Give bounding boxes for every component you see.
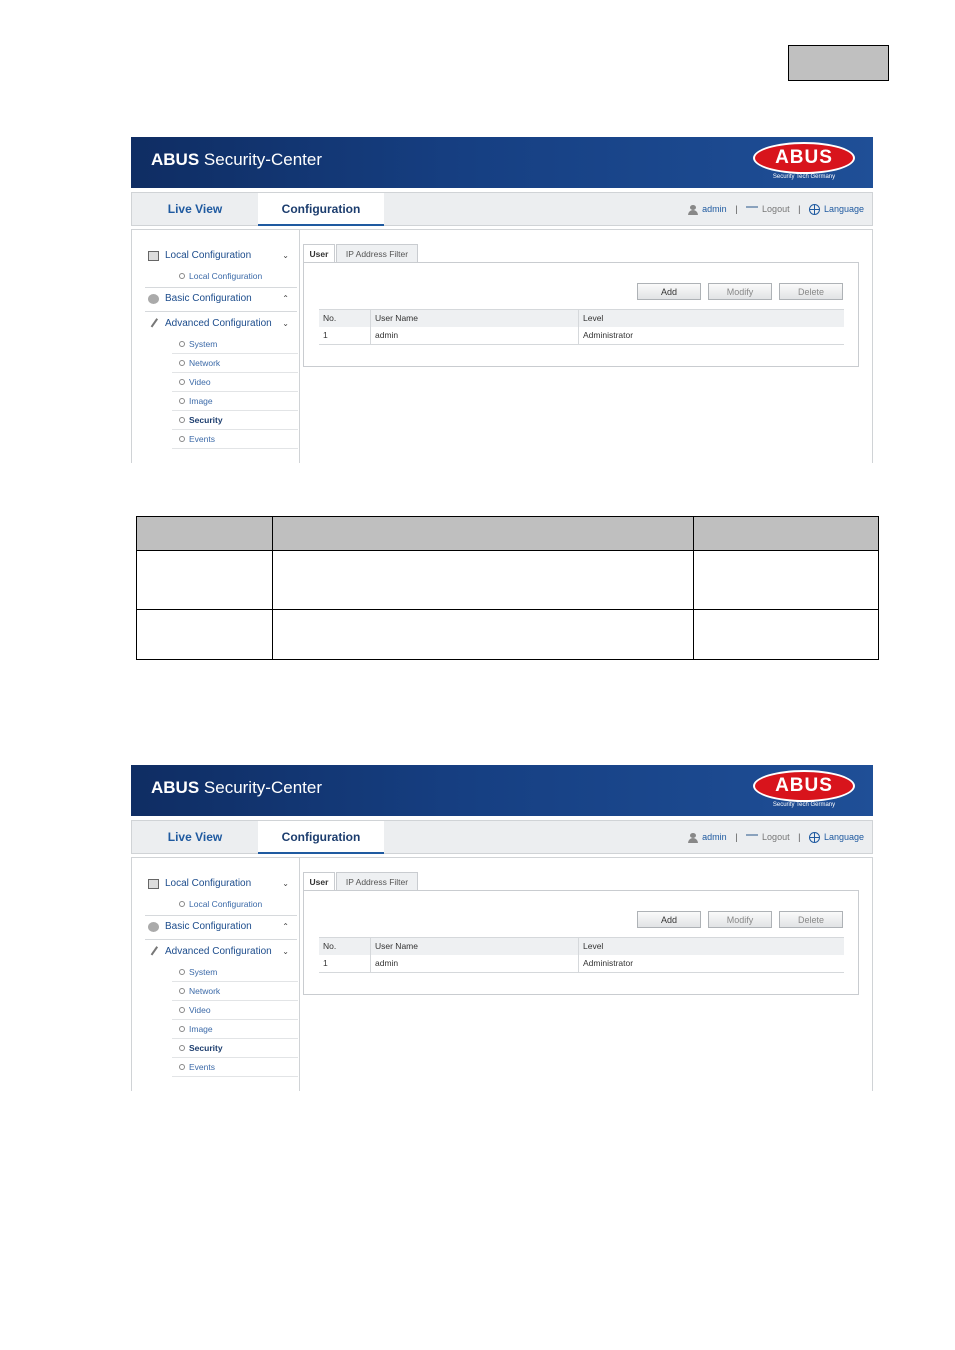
user-icon — [688, 205, 698, 215]
sidebar-subitem-system[interactable]: System — [172, 335, 298, 354]
language-link[interactable]: Language — [823, 204, 864, 214]
tab-ip-address-filter[interactable]: IP Address Filter — [336, 872, 418, 891]
tab-configuration[interactable]: Configuration — [258, 821, 384, 854]
content-area — [131, 857, 873, 1091]
delete-button[interactable]: Delete — [779, 911, 843, 928]
tab-live-view[interactable]: Live View — [167, 202, 223, 216]
add-button[interactable]: Add — [637, 283, 701, 300]
app-title: ABUS Security-Center — [151, 778, 322, 797]
app-title: ABUS Security-Center — [151, 150, 322, 169]
cell-level: Administrator — [578, 327, 844, 344]
globe-icon — [809, 204, 820, 215]
table-row[interactable] — [319, 955, 844, 973]
gear-icon — [148, 294, 159, 304]
column-header-level: Level — [578, 938, 844, 955]
column-header-no: No. — [323, 313, 337, 323]
chevron-down-icon: ⌄ — [282, 947, 289, 956]
add-button[interactable]: Add — [637, 911, 701, 928]
abus-logo: ABUS Security Tech Germany — [753, 770, 855, 810]
logout-icon — [746, 206, 758, 214]
user-panel — [303, 872, 859, 994]
sidebar-subitem-security[interactable]: Security — [172, 411, 298, 430]
chevron-up-icon: ⌃ — [282, 922, 289, 931]
sidebar-subitem-events[interactable]: Events — [172, 1058, 298, 1077]
cell-no: 1 — [323, 330, 328, 340]
wrench-icon — [151, 318, 162, 330]
sidebar-item-local-configuration[interactable]: Local Configuration ⌄ — [145, 873, 297, 895]
user-name-link[interactable]: admin — [702, 204, 727, 214]
sidebar-subitem-image[interactable]: Image — [172, 1020, 298, 1039]
cell-level: Administrator — [578, 955, 844, 972]
sidebar — [145, 858, 300, 1091]
modify-button[interactable]: Modify — [708, 283, 772, 300]
content-area — [131, 229, 873, 463]
column-header-no: No. — [323, 941, 337, 951]
sidebar-subitem-video[interactable]: Video — [172, 373, 298, 392]
table-header-row — [319, 937, 844, 955]
cell-no: 1 — [323, 958, 328, 968]
user-bar: admin | Logout | Language — [688, 821, 864, 853]
column-header-level: Level — [578, 310, 844, 327]
column-header-user-name: User Name — [370, 310, 578, 327]
tab-ip-address-filter[interactable]: IP Address Filter — [336, 244, 418, 263]
table-row[interactable] — [319, 327, 844, 345]
sidebar-item-local-configuration[interactable]: Local Configuration ⌄ — [145, 245, 297, 267]
tab-user[interactable]: User — [303, 244, 335, 264]
gear-icon — [148, 922, 159, 932]
sidebar-subitem-video[interactable]: Video — [172, 1001, 298, 1020]
language-link[interactable]: Language — [823, 832, 864, 842]
user-name-link[interactable]: admin — [702, 832, 727, 842]
modify-button[interactable]: Modify — [708, 911, 772, 928]
chevron-down-icon: ⌄ — [282, 251, 289, 260]
user-bar: admin | Logout | Language — [688, 193, 864, 225]
user-panel-body — [303, 890, 859, 995]
sidebar-subitem-network[interactable]: Network — [172, 982, 298, 1001]
chevron-up-icon: ⌃ — [282, 294, 289, 303]
chevron-down-icon: ⌄ — [282, 879, 289, 888]
screenshot-1 — [131, 137, 873, 463]
sidebar-subitem-network[interactable]: Network — [172, 354, 298, 373]
delete-button[interactable]: Delete — [779, 283, 843, 300]
logout-link[interactable]: Logout — [762, 204, 790, 214]
logout-icon — [746, 834, 758, 842]
screenshot-2 — [131, 765, 873, 1091]
user-panel — [303, 244, 859, 366]
top-nav — [131, 820, 873, 854]
sidebar-item-advanced-configuration[interactable]: Advanced Configuration ⌄ — [145, 941, 297, 963]
sidebar-item-advanced-configuration[interactable]: Advanced Configuration ⌄ — [145, 313, 297, 335]
monitor-icon — [148, 879, 159, 889]
sidebar-item-basic-configuration[interactable]: Basic Configuration ⌃ — [145, 288, 297, 310]
header-banner — [131, 765, 873, 816]
sidebar-item-basic-configuration[interactable]: Basic Configuration ⌃ — [145, 916, 297, 938]
sidebar-subitem-system[interactable]: System — [172, 963, 298, 982]
chevron-down-icon: ⌄ — [282, 319, 289, 328]
sidebar-subitem-local-configuration[interactable]: Local Configuration — [172, 895, 298, 913]
sidebar-subitem-local-configuration[interactable]: Local Configuration — [172, 267, 298, 285]
tab-configuration[interactable]: Configuration — [258, 193, 384, 226]
user-panel-body — [303, 262, 859, 367]
abus-logo: ABUS Security Tech Germany — [753, 142, 855, 182]
tab-live-view[interactable]: Live View — [167, 830, 223, 844]
sidebar-subitem-image[interactable]: Image — [172, 392, 298, 411]
cell-user-name: admin — [370, 327, 578, 344]
monitor-icon — [148, 251, 159, 261]
globe-icon — [809, 832, 820, 843]
document-table — [136, 516, 879, 660]
sidebar — [145, 230, 300, 463]
sidebar-subitem-events[interactable]: Events — [172, 430, 298, 449]
page-marker-box — [788, 45, 889, 81]
wrench-icon — [151, 946, 162, 958]
column-header-user-name: User Name — [370, 938, 578, 955]
logout-link[interactable]: Logout — [762, 832, 790, 842]
header-banner — [131, 137, 873, 188]
cell-user-name: admin — [370, 955, 578, 972]
sidebar-subitem-security[interactable]: Security — [172, 1039, 298, 1058]
table-header-row — [319, 309, 844, 327]
tab-user[interactable]: User — [303, 872, 335, 892]
user-icon — [688, 833, 698, 843]
document-table-header — [137, 517, 878, 551]
top-nav — [131, 192, 873, 226]
